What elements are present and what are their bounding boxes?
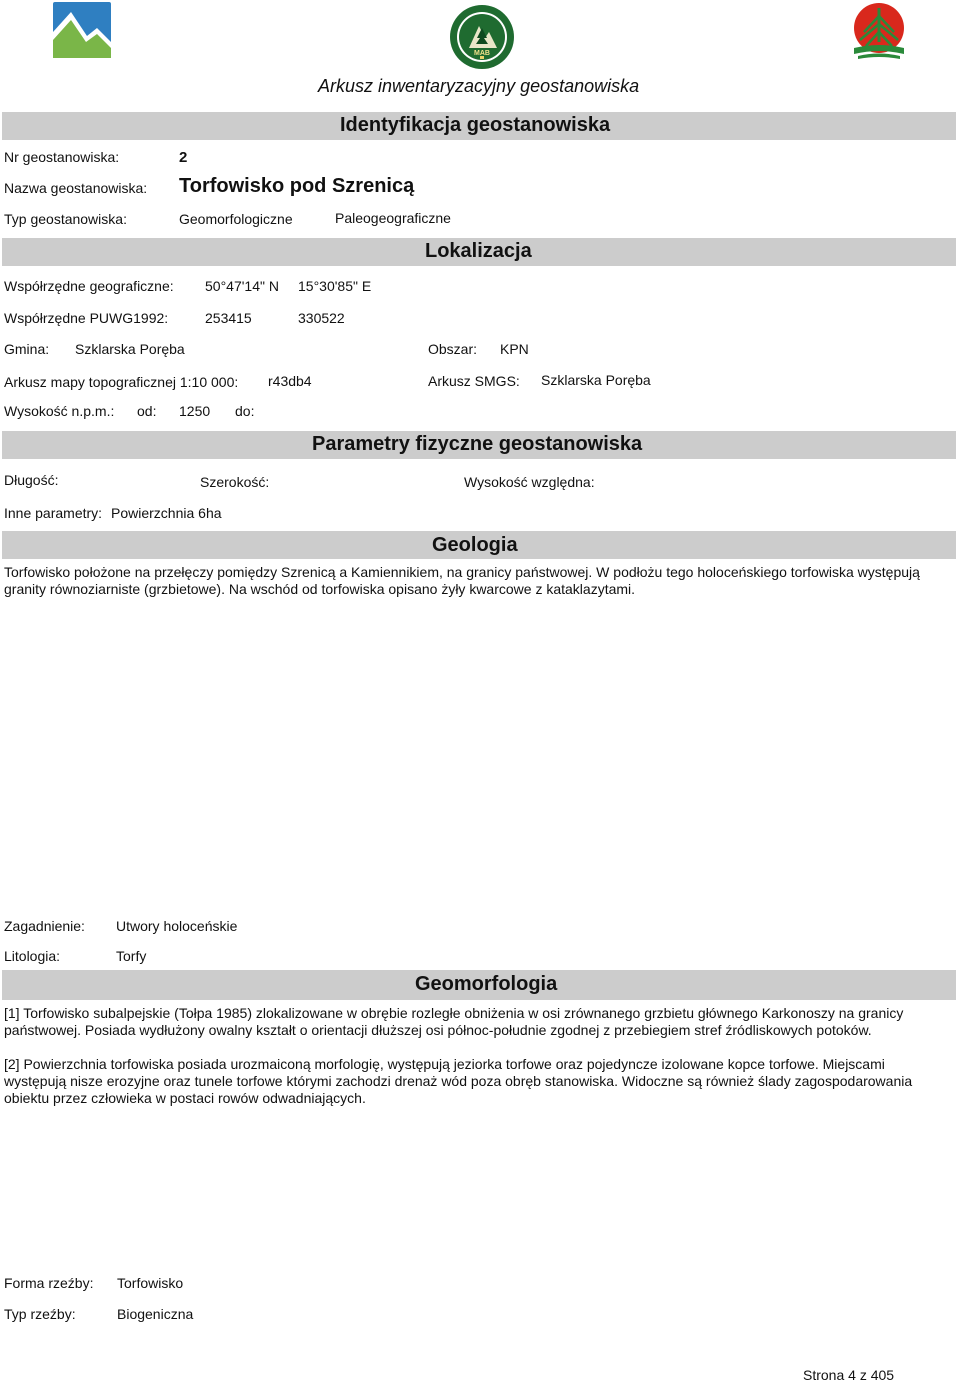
section-identyfikacja xyxy=(2,112,956,140)
geology-description: Torfowisko położone na przełęczy pomiędzy Szrenicą a Kamiennikiem, na granicy państwowej. W podłożu tego holoceńskiego torfowiska występują granity równoziarniste (grzbietowe). Na wschód od torfowiska opisano żyły kwarcowe z kataklazytami. xyxy=(4,564,920,597)
topo-map-value: r43db4 xyxy=(268,373,312,389)
other-params-label: Inne parametry: xyxy=(4,505,103,521)
geo-lat-value: 50°47'14" N xyxy=(205,278,279,294)
logo-right xyxy=(852,2,906,60)
height-label: Wysokość n.p.m.: xyxy=(4,403,115,419)
geomorphology-paragraph-1: [1] Torfowisko subalpejskie (Tołpa 1985) zlokalizowane w obrębie rozległe obniżenia w osi zrównanego grzbietu głównego Karkonoszy na granicy państwowej. Posiada wydłużony owalny kształt o orientacji dłuższej osi północ-południe zgodnej z przebiegiem stref źródliskowych potoków. xyxy=(4,1005,904,1038)
gmina-value: Szklarska Poręba xyxy=(75,341,185,357)
name-label: Nazwa geostanowiska: xyxy=(4,180,148,196)
obszar-label: Obszar: xyxy=(428,341,478,357)
nr-value: 2 xyxy=(179,149,188,166)
length-label: Długość: xyxy=(4,472,59,488)
page-number: Strona 4 z 405 xyxy=(803,1367,895,1383)
type-value-2: Paleogeograficzne xyxy=(335,210,451,226)
type-label: Typ geostanowiska: xyxy=(4,211,127,227)
lithology-value: Torfy xyxy=(116,948,147,964)
geo-lon-value: 15°30'85" E xyxy=(298,278,372,294)
section-title: Lokalizacja xyxy=(425,240,532,262)
section-parametry xyxy=(2,431,956,459)
height-from-label: od: xyxy=(137,403,157,419)
name-value: Torfowisko pod Szrenicą xyxy=(179,175,415,197)
section-geologia xyxy=(2,531,956,559)
topo-map-label: Arkusz mapy topograficznej 1:10 000: xyxy=(4,374,239,390)
logo-left xyxy=(53,2,111,58)
flower-emblem-icon xyxy=(852,2,906,60)
width-label: Szerokość: xyxy=(200,474,270,490)
relief-type-value: Biogeniczna xyxy=(117,1306,194,1322)
mountain-logo-icon xyxy=(53,2,111,58)
height-from-value: 1250 xyxy=(179,403,211,419)
relief-type-label: Typ rzeźby: xyxy=(4,1306,76,1322)
obszar-value: KPN xyxy=(500,341,529,357)
document-subtitle: Arkusz inwentaryzacyjny geostanowiska xyxy=(318,76,640,96)
section-lokalizacja xyxy=(2,238,956,266)
relief-form-label: Forma rzeźby: xyxy=(4,1275,94,1291)
other-params-value: Powierzchnia 6ha xyxy=(111,505,222,521)
park-emblem-icon xyxy=(449,4,515,70)
topic-value: Utwory holoceńskie xyxy=(116,918,238,934)
relief-form-value: Torfowisko xyxy=(117,1275,184,1291)
geomorphology-paragraph-2: [2] Powierzchnia torfowiska posiada urozmaiconą morfologię, występują jeziorka torfowe oraz pojedyncze izolowane kopce torfowe. Miejscami występują nisze erozyjne oraz tunele torfowe którymi zachodzi drenaż wód poza obręb stanowiska. Widoczne są również ślady zagospodarowania obiektu przez człowieka w postaci rowów odwadniających. xyxy=(4,1056,913,1106)
type-value-1: Geomorfologiczne xyxy=(179,211,293,227)
lithology-label: Litologia: xyxy=(4,948,61,964)
gmina-label: Gmina: xyxy=(4,341,50,357)
relative-height-label: Wysokość względna: xyxy=(464,474,595,490)
section-title: Identyfikacja geostanowiska xyxy=(340,114,611,136)
topic-label: Zagadnienie: xyxy=(4,918,85,934)
section-geomorfologia xyxy=(2,970,956,1000)
puwg-label: Współrzędne PUWG1992: xyxy=(4,310,169,326)
logo-center xyxy=(449,4,515,70)
section-title: Parametry fizyczne geostanowiska xyxy=(312,433,643,455)
smgs-value: Szklarska Poręba xyxy=(541,372,651,388)
puwg-y-value: 330522 xyxy=(298,310,345,326)
section-title: Geologia xyxy=(432,534,518,556)
section-title: Geomorfologia xyxy=(415,973,558,995)
park-emblem-badge: MAB xyxy=(474,50,490,57)
height-to-label: do: xyxy=(235,403,255,419)
geo-coords-label: Współrzędne geograficzne: xyxy=(4,278,174,294)
smgs-label: Arkusz SMGS: xyxy=(428,373,520,389)
nr-label: Nr geostanowiska: xyxy=(4,149,120,165)
puwg-x-value: 253415 xyxy=(205,310,252,326)
